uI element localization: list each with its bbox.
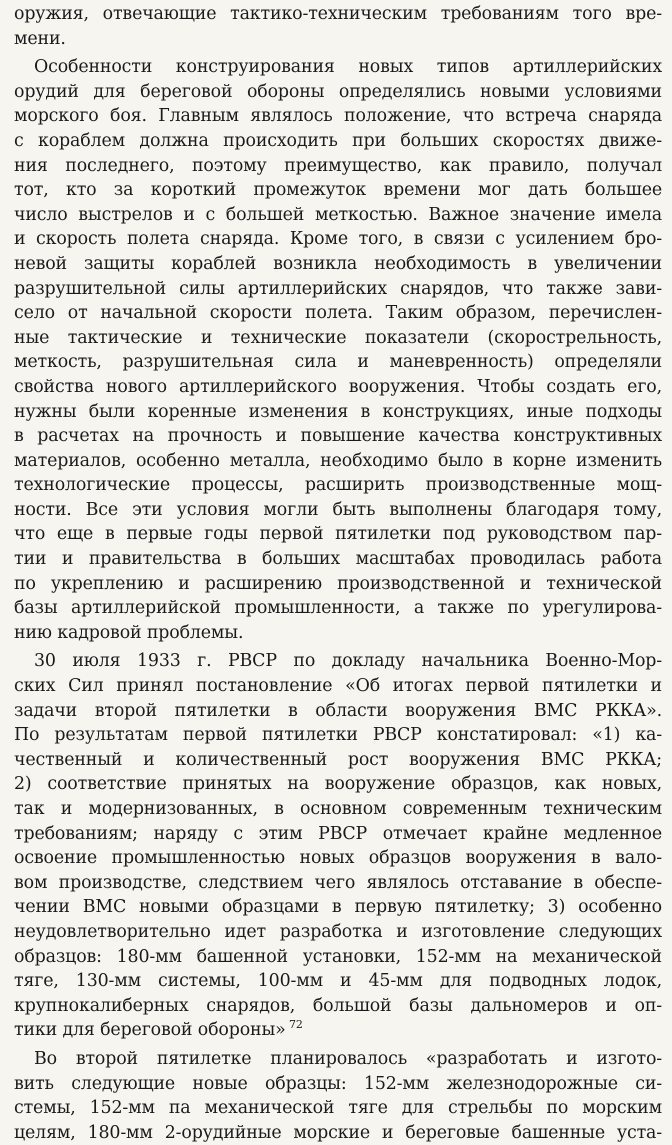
text-line: морского боя. Главным являлось положение, что встреча снаряда	[14, 106, 662, 127]
text-line: По результатам первой пятилетки РВСР констатировал: «1) ка-	[14, 725, 662, 746]
text-line: неудовлетворительно идет разработка и изготовление следующих	[14, 921, 662, 942]
text-line: вить следующие новые образцы: 152-мм железнодорожные си-	[14, 1073, 662, 1094]
text-line: 2) соответствие принятых на вооружение образцов, как новых,	[14, 774, 662, 795]
text-line: 30 июля 1933 г. РВСР по докладу начальника Военно-Мор-	[34, 651, 662, 672]
paragraph	[14, 649, 662, 1043]
text-line: по укреплению и расширению производственной и технической	[14, 573, 662, 594]
text-line: Особенности конструирования новых типов артиллерийских	[34, 57, 662, 78]
text-line: тики для береговой обороны» $^{72}$	[14, 1018, 303, 1041]
text-line: стемы, 152-мм па механической тяге для стрельбы по морским	[14, 1098, 662, 1119]
text-line: ности. Все эти условия могли быть выполнены благодаря тому,	[14, 499, 662, 520]
text-line: в расчетах на прочность и повышение качества конструктивных	[14, 426, 662, 447]
text-line: чественный и количественный рост вооружения ВМС РККА;	[14, 749, 662, 770]
text-line: с кораблем должна происходить при больших скоростях движе-	[14, 130, 662, 151]
text-line: невой защиты кораблей возникла необходимость в увеличении	[14, 253, 662, 274]
text-line: ния последнего, поэтому преимущество, как правило, получал	[14, 155, 662, 176]
text-line: вом производстве, следствием чего являлось отставание в обеспе-	[14, 872, 662, 893]
text-line: орудий для береговой обороны определялись новыми условиями	[14, 81, 662, 102]
text-line: задачи второй пятилетки в области вооружения ВМС РККА».	[14, 700, 662, 721]
text-line: число выстрелов и с большей меткостью. Важное значение имела	[14, 204, 662, 225]
text-line: требованиям; наряду с этим РВСР отмечает крайне медленное	[14, 823, 662, 844]
text-line: технологические процессы, расширить производственные мощ-	[14, 475, 662, 496]
text-line: так и модернизованных, в основном современным техническим	[14, 799, 662, 819]
text-line: тии и правительства в больших масштабах проводилась работа	[14, 549, 662, 570]
paragraph	[14, 1047, 662, 1145]
text-line: образцов: 180-мм башенной установки, 152-мм на механической	[14, 946, 662, 967]
paragraph	[14, 55, 662, 645]
text-line: крупнокалиберных снарядов, большой базы дальномеров и оп-	[14, 995, 662, 1016]
text-line: оружия, отвечающие тактико-техническим требованиям того вре-	[14, 4, 662, 24]
text-line: и скорость полета снаряда. Кроме того, в связи с усилением бро-	[14, 229, 662, 250]
text-line: разрушительной силы артиллерийских снарядов, что также зави-	[14, 278, 662, 299]
text-line: свойства нового артиллерийского вооружения. Чтобы создать его,	[14, 376, 662, 397]
text-line: материалов, особенно металла, необходимо было в корне изменить	[14, 450, 662, 471]
text-line: чении ВМС новыми образцами в первую пятилетку; 3) особенно	[14, 897, 662, 918]
text-line: что еще в первые годы первой пятилетки под руководством пар-	[14, 524, 662, 545]
text-line: целям, 180-мм 2-орудийные морские и береговые башенные уста-	[14, 1122, 662, 1143]
text-line: освоение промышленностью новых образцов вооружения в вало-	[14, 848, 662, 869]
text-line: село от начальной скорости полета. Таким образом, перечислен-	[14, 303, 662, 324]
text-line: тот, кто за короткий промежуток времени мог дать большее	[14, 180, 662, 201]
footnote-marker: 72	[285, 1018, 303, 1032]
text-line: ные тактические и технические показатели (скорострельность,	[14, 327, 662, 348]
text-line: меткость, разрушительная сила и маневренность) определяли	[14, 352, 662, 373]
paragraph	[14, 2, 662, 51]
text-line: Во второй пятилетке планировалось «разработать и изгото-	[34, 1048, 662, 1069]
text-line: мени.	[14, 28, 66, 49]
text-line: нужны были коренные изменения в конструкциях, иные подходы	[14, 401, 662, 422]
text-line: нию кадровой проблемы.	[14, 622, 244, 643]
text-line: тяге, 130-мм системы, 100-мм и 45-мм для подводных лодок,	[14, 971, 662, 992]
text-line: базы артиллерийской промышленности, а также по урегулирова-	[14, 598, 662, 619]
text-line: ских Сил принял постановление «Об итогах первой пятилетки и	[14, 676, 662, 697]
